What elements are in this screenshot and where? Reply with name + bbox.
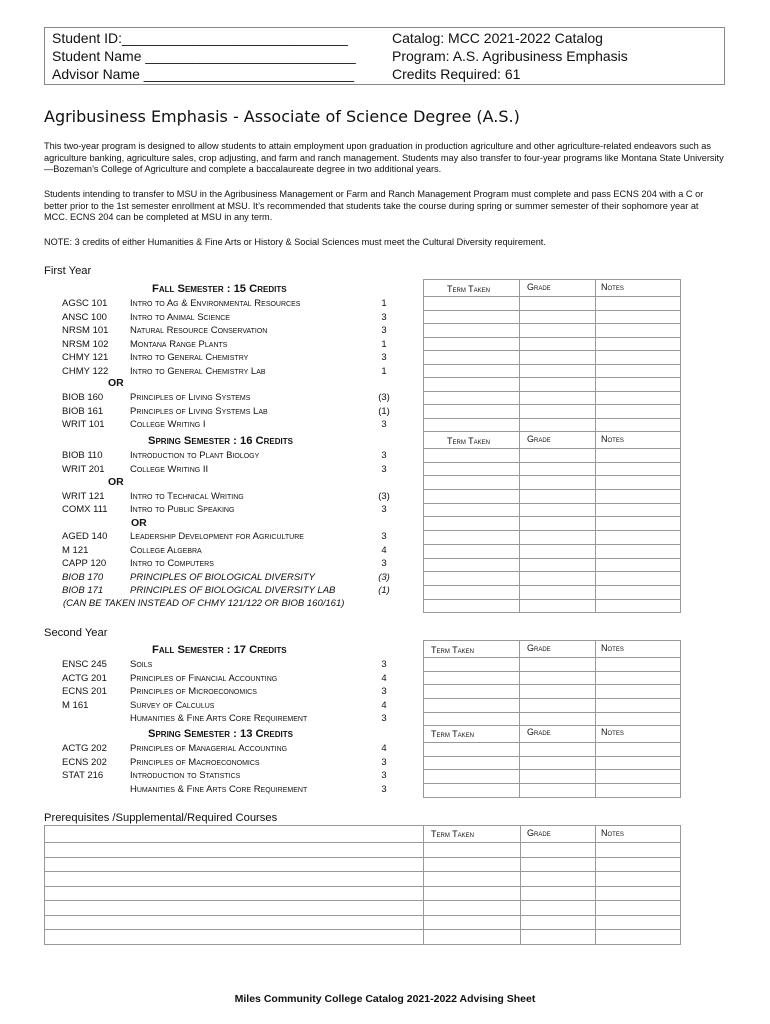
course-code: STAT 216 xyxy=(62,770,104,781)
course-name: Principles of Living Systems xyxy=(130,392,251,403)
course-name: Intro to General Chemistry Lab xyxy=(130,365,266,377)
notes-header: Notes xyxy=(601,828,624,838)
grade-header: Grade xyxy=(527,643,551,653)
term-taken-header: Term Taken xyxy=(431,829,475,839)
fall-semester-title: Fall Semester : 15 Credits xyxy=(152,283,287,295)
or-label: OR xyxy=(108,476,124,488)
course-code: BIOB 110 xyxy=(62,450,103,461)
course-name: Intro to Ag & Environmental Resources xyxy=(130,298,301,309)
term-taken-header: Term Taken xyxy=(431,645,475,655)
course-credits: 3 xyxy=(381,419,387,430)
course-credits: 4 xyxy=(381,544,387,556)
course-row xyxy=(44,672,390,686)
catalog-label: Catalog: MCC 2021-2022 Catalog xyxy=(392,30,603,46)
course-code: ECNS 202 xyxy=(62,756,107,768)
course-name: Humanities & Fine Arts Core Requirement xyxy=(130,713,308,724)
or-label: OR xyxy=(108,377,124,389)
student-info-box xyxy=(44,27,725,85)
course-name: College Writing II xyxy=(130,463,209,475)
grade-header: Grade xyxy=(527,828,551,838)
notes-header: Notes xyxy=(601,727,624,737)
second-year-label: Second Year xyxy=(44,627,108,639)
course-name: Intro to Computers xyxy=(130,558,214,569)
course-row xyxy=(44,338,390,352)
course-credits: 3 xyxy=(381,783,387,795)
course-credits: 4 xyxy=(381,743,387,754)
course-credits: 3 xyxy=(381,558,387,569)
course-credits: 3 xyxy=(381,463,387,475)
course-row xyxy=(44,699,390,713)
course-credits: (1) xyxy=(378,405,390,417)
course-credits: (1) xyxy=(378,585,390,596)
course-credits: 3 xyxy=(381,325,387,336)
course-name: Intro to Animal Science xyxy=(130,311,230,323)
course-credits: 3 xyxy=(381,311,387,323)
course-credits: 1 xyxy=(381,298,387,309)
page-title: Agribusiness Emphasis - Associate of Science Degree (A.S.) xyxy=(44,107,520,126)
credits-required-label: Credits Required: 61 xyxy=(392,66,521,82)
course-row xyxy=(44,544,390,558)
course-row xyxy=(44,571,390,585)
course-code: NRSM 102 xyxy=(62,338,109,350)
course-name: Intro to Technical Writing xyxy=(130,490,244,502)
course-row xyxy=(44,324,390,338)
course-row xyxy=(44,365,390,379)
course-name: Natural Resource Conservation xyxy=(130,325,268,336)
course-code: ACTG 202 xyxy=(62,743,107,754)
course-code: WRIT 201 xyxy=(62,463,105,475)
course-credits: 3 xyxy=(381,713,387,724)
course-row xyxy=(44,584,390,598)
course-name: Principles of Microeconomics xyxy=(130,686,257,697)
course-row xyxy=(44,783,390,797)
course-row xyxy=(44,297,390,311)
course-code: COMX 111 xyxy=(62,504,108,515)
course-name: Principles of Managerial Accounting xyxy=(130,743,288,754)
course-credits: 1 xyxy=(381,338,387,350)
first-year-label: First Year xyxy=(44,265,92,277)
course-name: Principles of Living Systems Lab xyxy=(130,405,268,417)
course-name: Introduction to Statistics xyxy=(130,770,241,781)
course-code: CAPP 120 xyxy=(62,558,107,569)
course-credits: 1 xyxy=(381,365,387,377)
course-code: BIOB 170 xyxy=(62,571,104,583)
course-row xyxy=(44,658,390,672)
spring-semester-title: Spring Semester : 13 Credits xyxy=(148,728,293,740)
course-code: AGED 140 xyxy=(62,531,108,542)
course-row xyxy=(44,463,390,477)
notes-header: Notes xyxy=(601,282,624,292)
course-code: CHMY 121 xyxy=(62,352,109,363)
course-credits: (3) xyxy=(378,490,390,502)
course-code: M 161 xyxy=(62,699,89,711)
course-code: BIOB 161 xyxy=(62,405,104,417)
course-row xyxy=(44,405,390,419)
diversity-note: NOTE: 3 credits of either Humanities & Fine Arts or History & Social Sciences must meet the Cultural Diversity requirement. xyxy=(44,237,546,247)
course-name: Montana Range Plants xyxy=(130,338,228,350)
course-credits: 3 xyxy=(381,352,387,363)
prerequisites-label: Prerequisites /Supplemental/Required Courses xyxy=(44,812,278,824)
course-row xyxy=(44,351,390,365)
course-code: ACTG 201 xyxy=(62,672,107,684)
course-name: Humanities & Fine Arts Core Requirement xyxy=(130,783,308,795)
course-name: Introduction to Plant Biology xyxy=(130,450,260,461)
course-name: Intro to General Chemistry xyxy=(130,352,249,363)
course-credits: 3 xyxy=(381,686,387,697)
prerequisites-grid xyxy=(44,825,681,945)
transfer-note: Students intending to transfer to MSU in the Agribusiness Management or Farm and Ranch Management Program must complete and pass ECNS 204 with a C or better prior to the 1st semester enrollment at MSU. It’s recommended that students take the course during spring or summer semester of their sophomore year at MCC. ECNS 204 can be completed at MSU in any term. xyxy=(44,189,704,223)
course-code: M 121 xyxy=(62,544,89,556)
term-taken-header: Term Taken xyxy=(447,436,491,446)
course-code: BIOB 171 xyxy=(62,585,104,596)
course-code: AGSC 101 xyxy=(62,298,108,309)
course-row xyxy=(44,449,390,463)
student-id-field[interactable]: Student ID:_____________________________ xyxy=(52,30,348,46)
course-row xyxy=(44,557,390,571)
program-description: This two-year program is designed to allow students to attain employment upon graduation in production agriculture and other agriculture-related endeavors such as agriculture banking, agriculture sales, crop adjusting, and farm and ranch management. Students may also transfer to four-year programs like Montana State University—Bozeman’s College of Agriculture and complete a baccalaureate degree in two additional years. xyxy=(44,141,724,175)
course-row xyxy=(44,391,390,405)
course-code: CHMY 122 xyxy=(62,365,109,377)
notes-header: Notes xyxy=(601,643,624,653)
grade-header: Grade xyxy=(527,434,551,444)
course-row xyxy=(44,490,390,504)
course-code: WRIT 101 xyxy=(62,419,105,430)
course-row xyxy=(44,685,390,699)
student-name-field[interactable]: Student Name ___________________________ xyxy=(52,48,356,64)
course-name: College Writing I xyxy=(130,419,206,430)
course-name: College Algebra xyxy=(130,544,202,556)
program-label: Program: A.S. Agribusiness Emphasis xyxy=(392,48,628,64)
course-name: PRINCIPLES OF BIOLOGICAL DIVERSITY xyxy=(130,571,315,583)
advisor-name-field[interactable]: Advisor Name ___________________________ xyxy=(52,66,355,82)
course-code: ECNS 201 xyxy=(62,686,107,697)
course-credits: 4 xyxy=(381,699,387,711)
grade-header: Grade xyxy=(527,727,551,737)
course-credits: 3 xyxy=(381,659,387,670)
course-row xyxy=(44,756,390,770)
substitution-note: (CAN BE TAKEN INSTEAD OF CHMY 121/122 OR BIOB 160/161) xyxy=(63,598,345,609)
term-taken-header: Term Taken xyxy=(431,729,475,739)
course-code: NRSM 101 xyxy=(62,325,109,336)
course-credits: (3) xyxy=(378,571,390,583)
course-row xyxy=(44,418,390,432)
course-name: Survey of Calculus xyxy=(130,699,215,711)
course-name: Principles of Financial Accounting xyxy=(130,672,278,684)
course-row xyxy=(44,742,390,756)
course-code: BIOB 160 xyxy=(62,392,104,403)
course-name: PRINCIPLES OF BIOLOGICAL DIVERSITY LAB xyxy=(130,585,336,596)
course-code: WRIT 121 xyxy=(62,490,105,502)
course-code: ANSC 100 xyxy=(62,311,107,323)
course-name: Leadership Development for Agriculture xyxy=(130,531,304,542)
fall-semester-title: Fall Semester : 17 Credits xyxy=(152,644,287,656)
course-row xyxy=(44,712,390,726)
course-credits: 3 xyxy=(381,450,387,461)
course-name: Soils xyxy=(130,659,153,670)
grade-header: Grade xyxy=(527,282,551,292)
course-credits: 3 xyxy=(381,531,387,542)
notes-header: Notes xyxy=(601,434,624,444)
course-row xyxy=(44,311,390,325)
course-row xyxy=(44,530,390,544)
course-code: ENSC 245 xyxy=(62,659,107,670)
course-credits: 3 xyxy=(381,756,387,768)
course-name: Principles of Macroeconomics xyxy=(130,756,260,768)
course-credits: 4 xyxy=(381,672,387,684)
course-row xyxy=(44,503,390,517)
spring-semester-title: Spring Semester : 16 Credits xyxy=(148,435,293,447)
page-footer: Miles Community College Catalog 2021-2022 Advising Sheet xyxy=(234,993,536,1005)
course-credits: 3 xyxy=(381,504,387,515)
term-taken-header: Term Taken xyxy=(447,284,491,294)
course-credits: (3) xyxy=(378,392,390,403)
course-row xyxy=(44,769,390,783)
or-label: OR xyxy=(131,517,147,529)
course-name: Intro to Public Speaking xyxy=(130,504,235,515)
course-credits: 3 xyxy=(381,770,387,781)
